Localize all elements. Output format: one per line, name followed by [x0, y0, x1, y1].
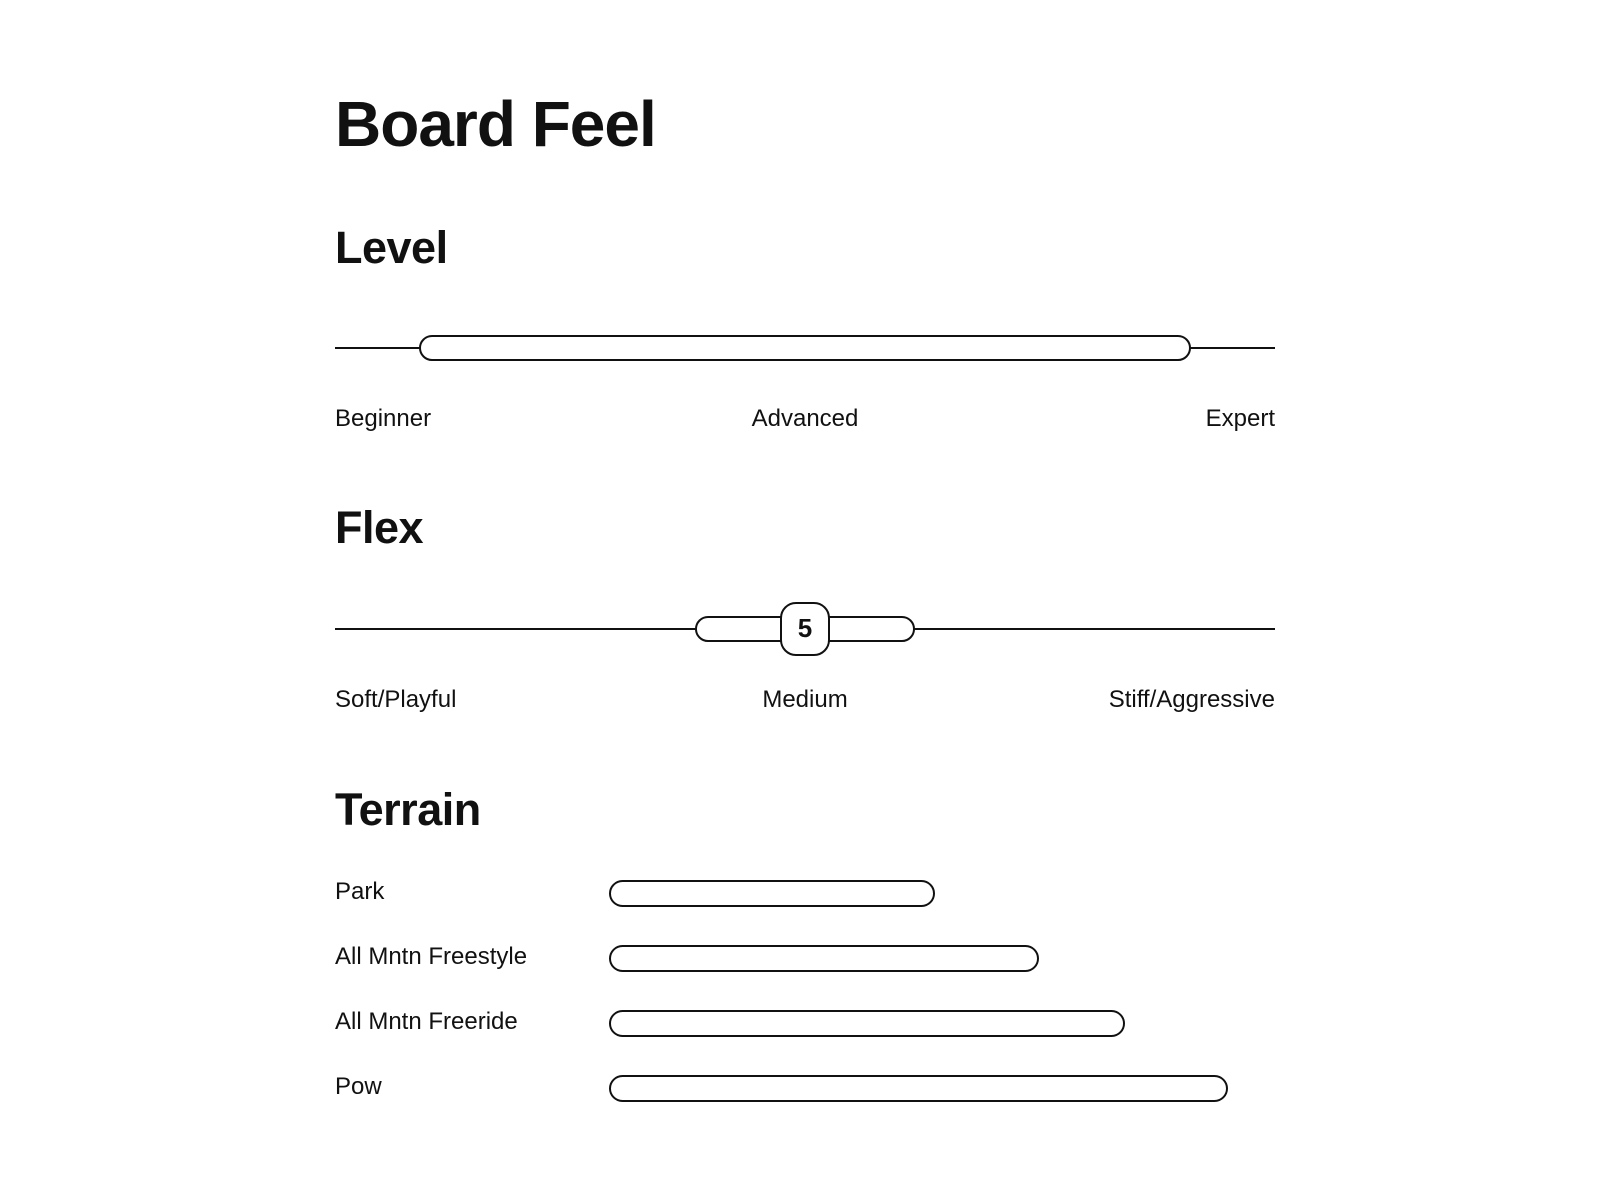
terrain-bar-all-mntn-freestyle	[609, 945, 1039, 972]
terrain-bar-park	[609, 880, 935, 907]
terrain-bar-pow	[609, 1075, 1228, 1102]
level-range-track	[335, 328, 1275, 368]
terrain-heading: Terrain	[335, 784, 481, 835]
level-label-expert: Expert	[1205, 405, 1275, 432]
level-scale-labels	[335, 403, 1275, 435]
flex-label-medium: Medium	[762, 686, 848, 713]
flex-label-stiff: Stiff/Aggressive	[1108, 686, 1275, 713]
flex-value-badge: 5	[780, 602, 830, 656]
level-label-advanced: Advanced	[751, 405, 859, 432]
flex-range-track	[335, 609, 1275, 649]
terrain-row-pow	[335, 1071, 1275, 1103]
terrain-row-all-mntn-freeride	[335, 1006, 1275, 1038]
terrain-bar-all-mntn-freeride	[609, 1010, 1125, 1037]
level-range-indicator	[419, 335, 1192, 361]
level-label-beginner: Beginner	[335, 405, 432, 432]
level-heading: Level	[335, 222, 448, 273]
flex-scale-labels	[335, 684, 1275, 716]
terrain-row-park	[335, 876, 1275, 908]
page-title: Board Feel	[335, 88, 656, 160]
terrain-row-all-mntn-freestyle	[335, 941, 1275, 973]
terrain-label: Park	[335, 878, 385, 905]
terrain-label: Pow	[335, 1073, 382, 1100]
flex-label-soft: Soft/Playful	[335, 686, 457, 713]
flex-heading: Flex	[335, 502, 424, 553]
terrain-label: All Mntn Freeride	[335, 1008, 518, 1035]
board-feel-panel	[335, 0, 1275, 1200]
terrain-label: All Mntn Freestyle	[335, 943, 528, 970]
